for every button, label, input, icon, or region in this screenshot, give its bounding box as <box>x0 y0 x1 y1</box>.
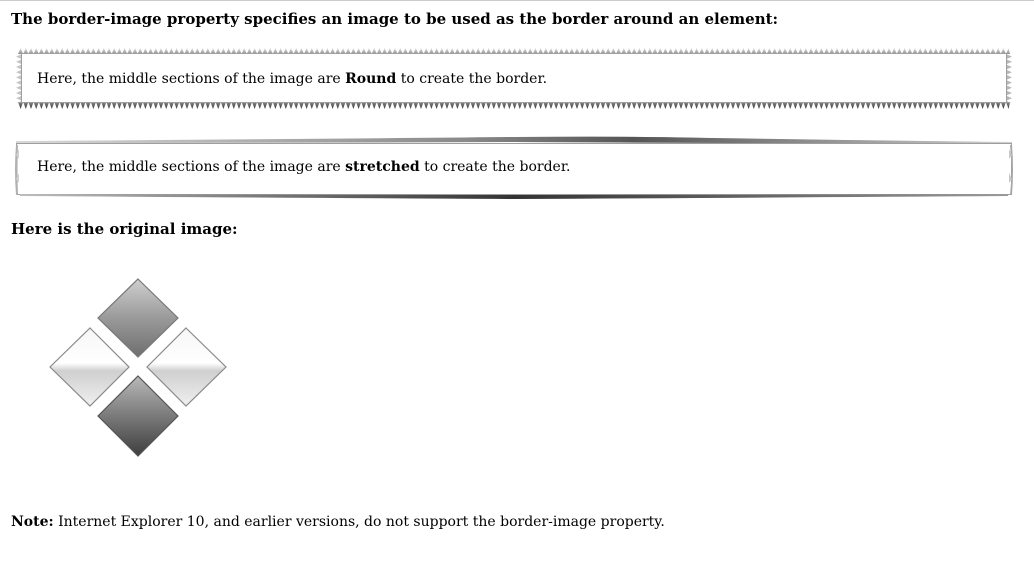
stretched-top-edge <box>16 137 1012 144</box>
diamond-top-shape <box>98 279 178 357</box>
round-box-text <box>37 71 547 87</box>
note-text: Internet Explorer 10, and earlier versions, do not support the border-image property. <box>53 514 665 530</box>
note-label: Note: <box>11 514 54 530</box>
original-border-image <box>40 270 240 470</box>
stretched-text-bold: stretched <box>345 159 420 175</box>
round-text-before: Here, the middle sections of the image are <box>37 71 346 87</box>
top-rule <box>0 0 1034 1</box>
stretched-text-before: Here, the middle sections of the image are <box>37 159 346 175</box>
browser-support-note <box>11 514 665 530</box>
diamond-right-shape <box>147 328 226 406</box>
stretched-box-text <box>37 159 570 175</box>
round-text-bold: Round <box>345 71 397 87</box>
original-image-heading: Here is the original image: <box>11 220 238 238</box>
stretched-text-after: to create the border. <box>419 159 571 175</box>
round-border-box <box>14 46 1014 110</box>
page-heading: The border-image property specifies an image to be used as the border around an element: <box>11 10 779 28</box>
diamond-bottom-shape <box>98 376 178 456</box>
diamond-left-shape <box>50 328 129 406</box>
round-bottom-edge <box>18 102 1010 109</box>
round-text-after: to create the border. <box>396 71 548 87</box>
stretched-border-box <box>14 135 1014 201</box>
